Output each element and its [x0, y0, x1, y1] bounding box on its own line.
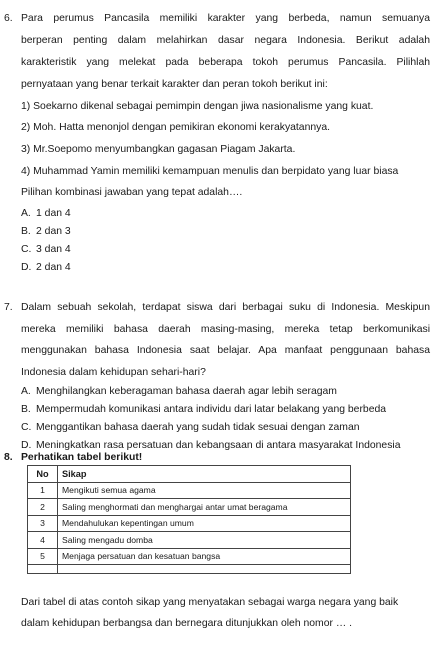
option-letter: B. [21, 404, 31, 415]
option-letter: C. [21, 244, 32, 255]
question-stem-line: pernyataan yang benar terkait karakter dan peran tokoh berikut ini: [21, 79, 328, 90]
question-text-line: dalam kehidupan berbangsa dan bernegara ditunjukkan oleh nomor … . [21, 618, 352, 629]
option-text: Meningkatkan rasa persatuan dan kebangsaan di antara masyarakat Indonesia [36, 440, 401, 451]
row-number: 1 [28, 482, 58, 499]
statement-item: 2) Moh. Hatta menonjol dengan pemikiran ekonomi kerakyatannya. [21, 122, 331, 133]
column-header-sikap: Sikap [58, 466, 351, 483]
answer-option-a[interactable] [21, 385, 337, 398]
option-letter: D. [21, 440, 32, 451]
question-instruction: Pilihan kombinasi jawaban yang tepat adalah…. [21, 187, 243, 198]
answer-option-d[interactable] [21, 261, 71, 274]
option-text: 3 dan 4 [36, 244, 71, 255]
row-sikap: Mengikuti semua agama [58, 482, 351, 499]
option-letter: B. [21, 226, 31, 237]
table-row [28, 482, 351, 499]
row-sikap: Menjaga persatuan dan kesatuan bangsa [58, 548, 351, 565]
question-stem-line: karakteristik yang melekat pada beberapa tokoh perumus Pancasila. Pilihlah [21, 57, 430, 68]
table-header-row [28, 466, 351, 483]
row-number: 3 [28, 515, 58, 532]
statement-item: 1) Soekarno dikenal sebagai pemimpin dengan jiwa nasionalisme yang kuat. [21, 101, 374, 112]
row-sikap: Mendahulukan kepentingan umum [58, 515, 351, 532]
question-stem-line: menggunakan bahasa Indonesia saat belajar. Apa manfaat penggunaan bahasa [21, 345, 430, 356]
answer-option-b[interactable] [21, 403, 387, 416]
attitude-table [27, 465, 351, 565]
table-row [28, 515, 351, 532]
answer-option-c[interactable] [21, 243, 71, 256]
question-number: 8. [4, 452, 13, 463]
column-header-no: No [28, 466, 58, 483]
row-number: 4 [28, 532, 58, 549]
option-letter: A. [21, 208, 31, 219]
question-number: 6. [4, 13, 13, 24]
row-sikap: Saling menghormati dan menghargai antar umat beragama [58, 499, 351, 516]
table-column-divider [57, 560, 58, 574]
option-letter: D. [21, 262, 32, 273]
question-number: 7. [4, 302, 13, 313]
option-text: 2 dan 4 [36, 262, 71, 273]
option-text: 1 dan 4 [36, 208, 71, 219]
table-row [28, 499, 351, 516]
question-stem-line: mereka memiliki bahasa daerah masing-masing, mereka tetap berkomunikasi [21, 324, 430, 335]
statement-item: 4) Muhammad Yamin memiliki kemampuan menulis dan berpidato yang luar biasa [21, 166, 399, 177]
option-text: Menggantikan bahasa daerah yang sudah tidak sesuai dengan zaman [36, 422, 360, 433]
answer-option-b[interactable] [21, 225, 71, 238]
option-text: 2 dan 3 [36, 226, 71, 237]
option-text: Menghilangkan keberagaman bahasa daerah agar lebih seragam [36, 386, 337, 397]
option-letter: A. [21, 386, 31, 397]
table-row [28, 532, 351, 549]
option-text: Mempermudah komunikasi antara individu dari latar belakang yang berbeda [36, 404, 387, 415]
answer-option-c[interactable] [21, 421, 360, 434]
question-stem-line: Dalam sebuah sekolah, terdapat siswa dari berbagai suku di Indonesia. Meskipun [21, 302, 430, 313]
question-stem-line: Indonesia dalam kehidupan sehari-hari? [21, 367, 206, 378]
question-stem-line: Para perumus Pancasila memiliki karakter yang berbeda, namun semuanya [21, 13, 430, 24]
table-heading: Perhatikan tabel berikut! [21, 452, 143, 463]
row-sikap: Saling mengadu domba [58, 532, 351, 549]
option-letter: C. [21, 422, 32, 433]
question-stem-line: berperan penting dalam melahirkan dasar negara Indonesia. Berikut adalah [21, 35, 430, 46]
question-text-line: Dari tabel di atas contoh sikap yang menyatakan sebagai warga negara yang baik [21, 597, 399, 608]
table-blank-row [27, 560, 351, 574]
row-number: 2 [28, 499, 58, 516]
answer-option-a[interactable] [21, 207, 71, 220]
row-number: 5 [28, 548, 58, 565]
statement-item: 3) Mr.Soepomo menyumbangkan gagasan Piagam Jakarta. [21, 144, 296, 155]
